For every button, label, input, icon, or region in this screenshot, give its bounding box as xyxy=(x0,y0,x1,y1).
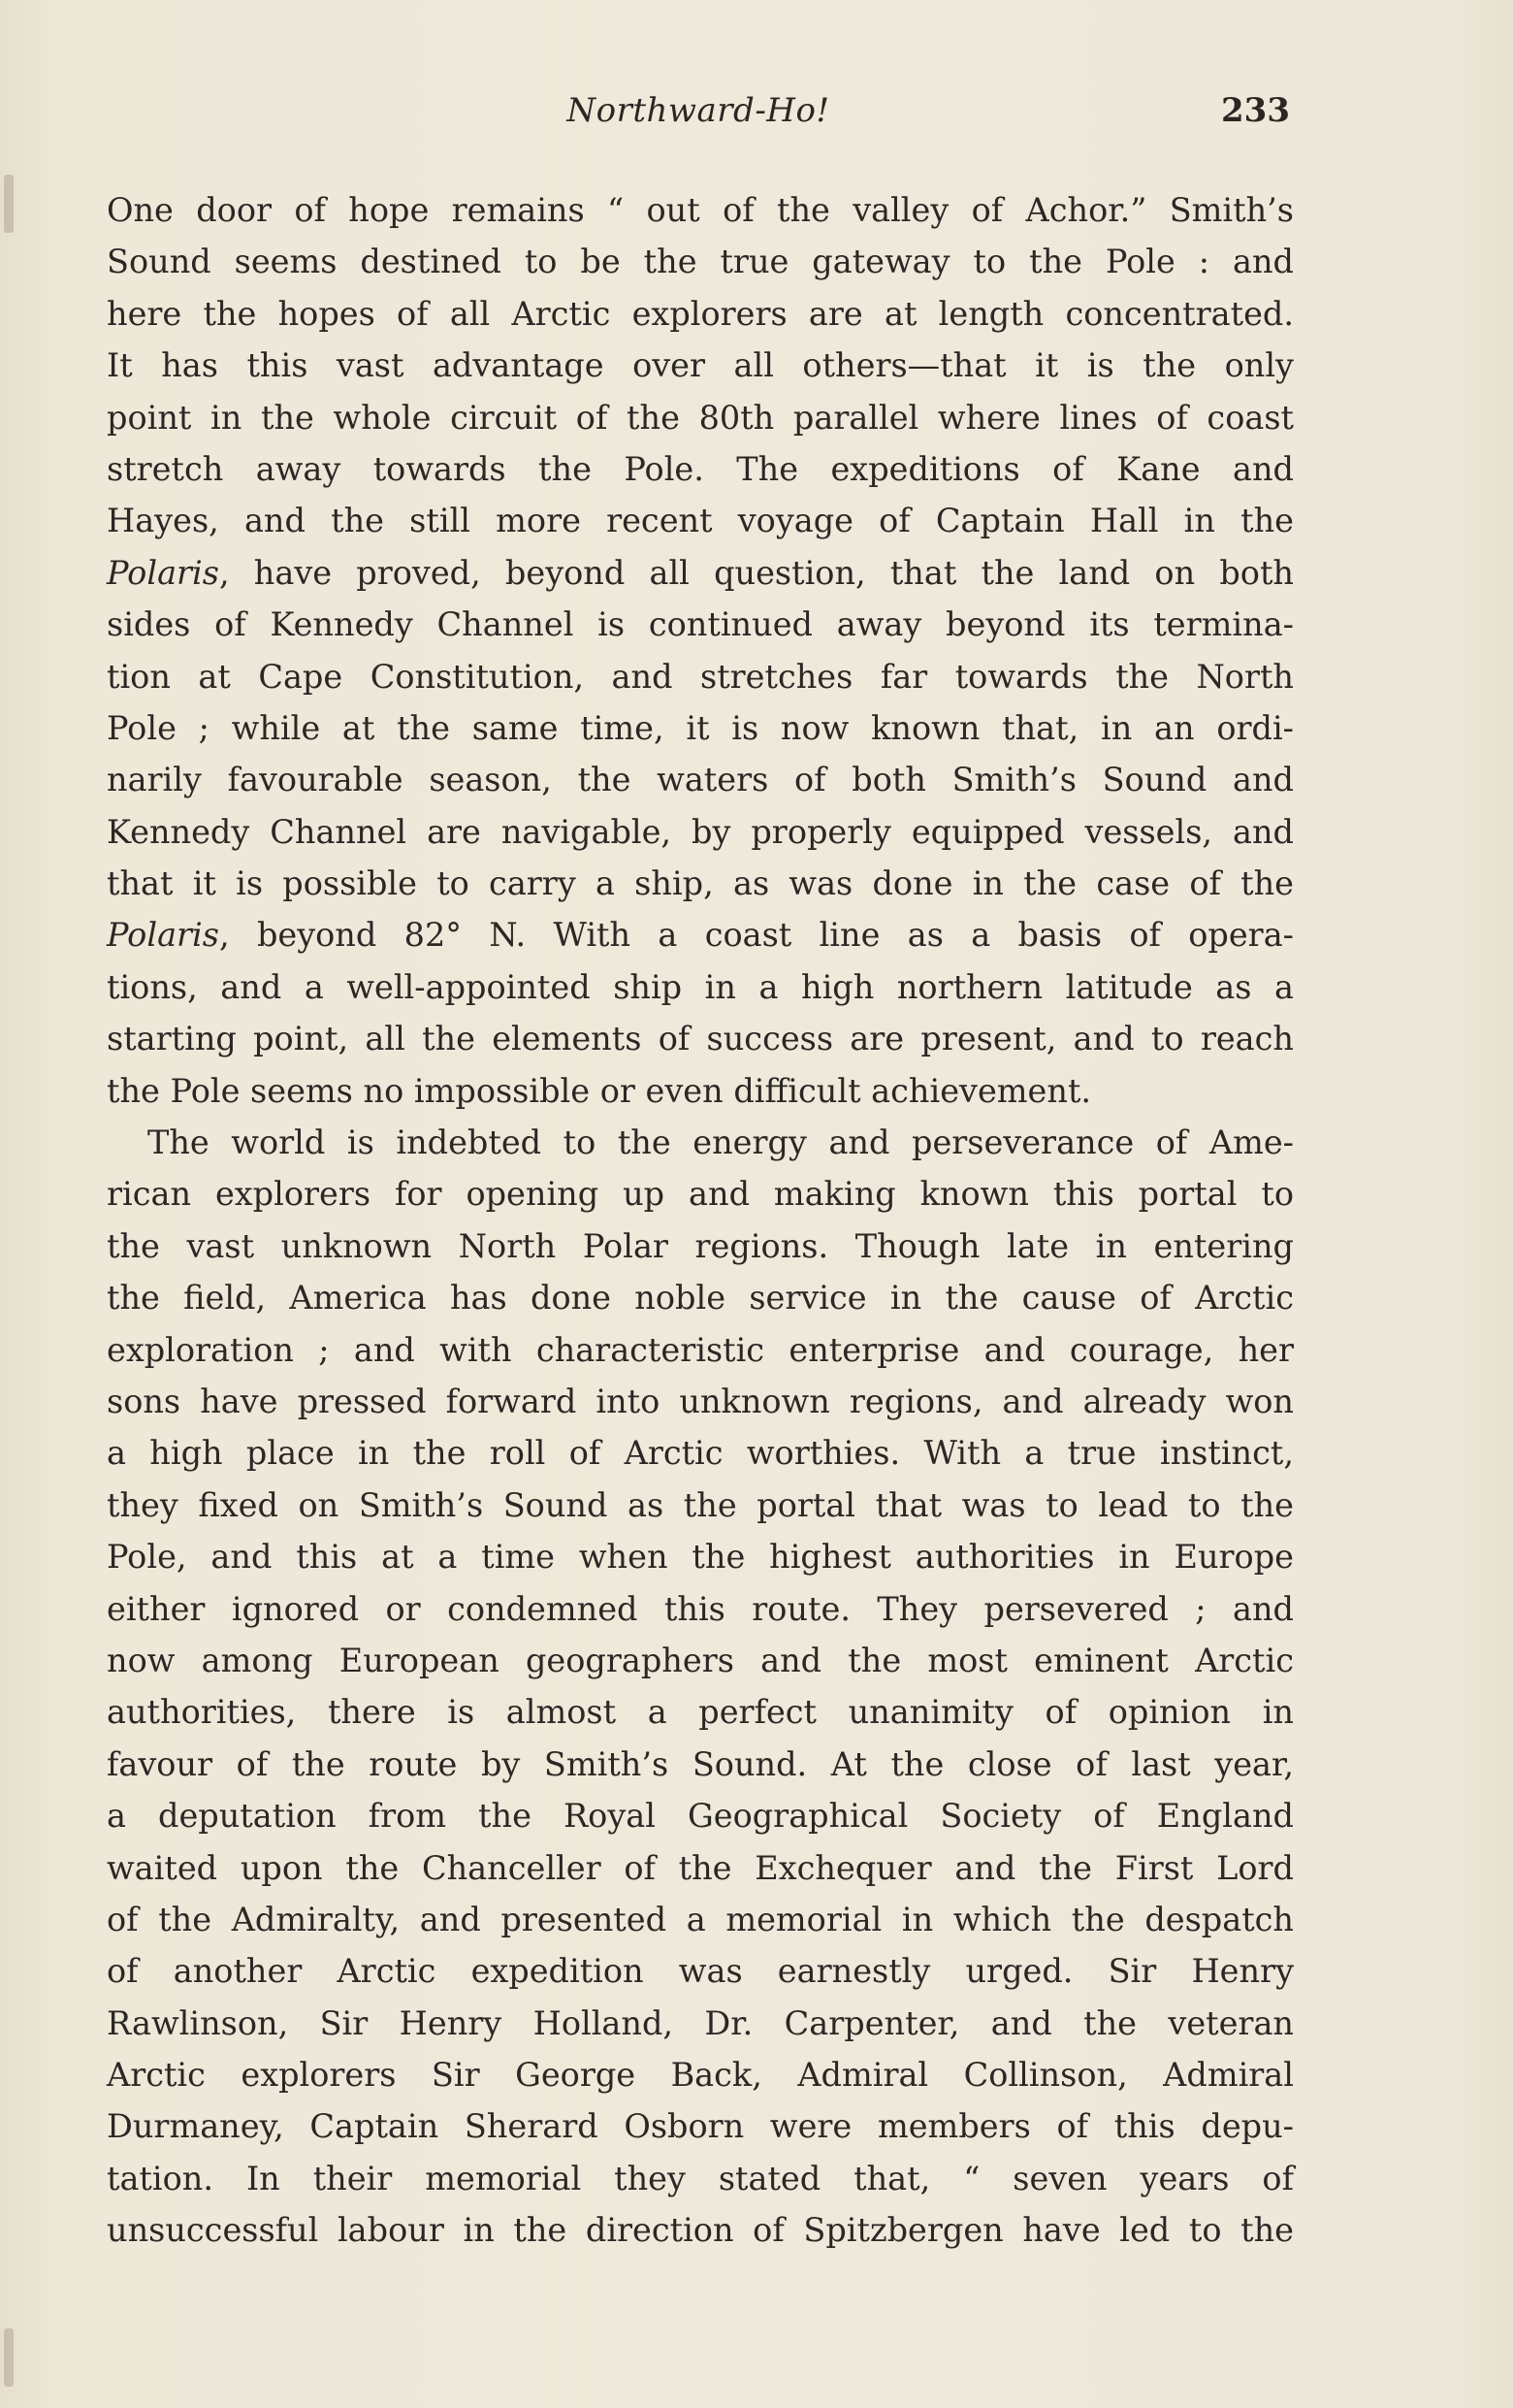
text-line: sides of Kennedy Channel is continued away beyond its termina- xyxy=(107,605,1294,644)
text-line: The world is indebted to the energy and perseverance of Ame- xyxy=(147,1123,1294,1162)
text-line: favour of the route by Smith’s Sound. At the close of last year, xyxy=(107,1744,1294,1783)
text-line: that it is possible to carry a ship, as was done in the case of the xyxy=(107,864,1294,903)
text-line: Hayes, and the still more recent voyage of Captain Hall in the xyxy=(107,502,1294,540)
text-line: tation. In their memorial they stated that, “ seven years of xyxy=(107,2159,1294,2197)
running-title: Northward-Ho! xyxy=(566,91,830,130)
paragraph xyxy=(107,184,1294,1117)
paragraph xyxy=(107,1117,1294,2257)
text-line: tions, and a well-appointed ship in a high northern latitude as a xyxy=(107,967,1294,1006)
text-line: Pole, and this at a time when the highest authorities in Europe xyxy=(107,1538,1294,1577)
text-line: of the Admiralty, and presented a memorial in which the despatch xyxy=(107,1900,1294,1938)
text-line: the vast unknown North Polar regions. Though late in entering xyxy=(107,1226,1294,1265)
text-line: Pole ; while at the same time, it is now known that, in an ordi- xyxy=(107,708,1294,747)
text-line: Durmaney, Captain Sherard Osborn were members of this depu- xyxy=(107,2107,1294,2146)
text-line: the field, America has done noble service in the cause of Arctic xyxy=(107,1279,1294,1318)
text-line: waited upon the Chanceller of the Exchequer and the First Lord xyxy=(107,1848,1294,1887)
text-line: It has this vast advantage over all others—that it is the only xyxy=(107,346,1294,385)
text-line: Kennedy Channel are navigable, by properly equipped vessels, and xyxy=(107,812,1294,851)
text-line: here the hopes of all Arctic explorers are at length concentrated. xyxy=(107,294,1294,333)
binding-mark-top xyxy=(4,175,14,233)
ship-name: Polaris xyxy=(107,916,219,955)
text-line: of another Arctic expedition was earnestly urged. Sir Henry xyxy=(107,1952,1294,1991)
text-line: a deputation from the Royal Geographical Society of England xyxy=(107,1797,1294,1836)
text-line: stretch away towards the Pole. The expeditions of Kane and xyxy=(107,449,1294,488)
text-line: exploration ; and with characteristic enterprise and courage, her xyxy=(107,1330,1294,1369)
text-line: authorities, there is almost a perfect unanimity of opinion in xyxy=(107,1693,1294,1732)
text-line: Arctic explorers Sir George Back, Admiral Collinson, Admiral xyxy=(107,2056,1294,2095)
text-line: Polaris, have proved, beyond all question, that the land on both xyxy=(107,553,1294,592)
text-line: narily favourable season, the waters of both Smith’s Sound and xyxy=(107,761,1294,799)
text-line: now among European geographers and the most eminent Arctic xyxy=(107,1641,1294,1679)
body-text xyxy=(107,184,1294,2257)
text-line: unsuccessful labour in the direction of Spitzbergen have led to the xyxy=(107,2211,1294,2250)
text-line: the Pole seems no impossible or even difficult achievement. xyxy=(107,1071,1092,1110)
page-number: 233 xyxy=(1221,91,1290,130)
text-line: One door of hope remains “ out of the valley of Achor.” Smith’s xyxy=(107,191,1294,229)
ship-name: Polaris xyxy=(107,553,219,592)
text-line: starting point, all the elements of success are present, and to reach xyxy=(107,1020,1294,1058)
text-line: Polaris, beyond 82° N. With a coast line as a basis of opera- xyxy=(107,916,1294,955)
text-line: they fixed on Smith’s Sound as the portal that was to lead to the xyxy=(107,1485,1294,1524)
text-line: point in the whole circuit of the 80th parallel where lines of coast xyxy=(107,398,1294,437)
text-line: Sound seems destined to be the true gateway to the Pole : and xyxy=(107,243,1294,281)
binding-mark-bottom xyxy=(4,2328,14,2387)
text-line: Rawlinson, Sir Henry Holland, Dr. Carpenter, and the veteran xyxy=(107,2003,1294,2042)
text-line: rican explorers for opening up and making known this portal to xyxy=(107,1175,1294,1214)
running-head xyxy=(107,91,1290,136)
text-line: tion at Cape Constitution, and stretches far towards the North xyxy=(107,657,1294,696)
text-line: a high place in the roll of Arctic worthies. With a true instinct, xyxy=(107,1434,1294,1473)
text-line: either ignored or condemned this route. They persevered ; and xyxy=(107,1589,1294,1628)
text-line: sons have pressed forward into unknown regions, and already won xyxy=(107,1382,1294,1420)
